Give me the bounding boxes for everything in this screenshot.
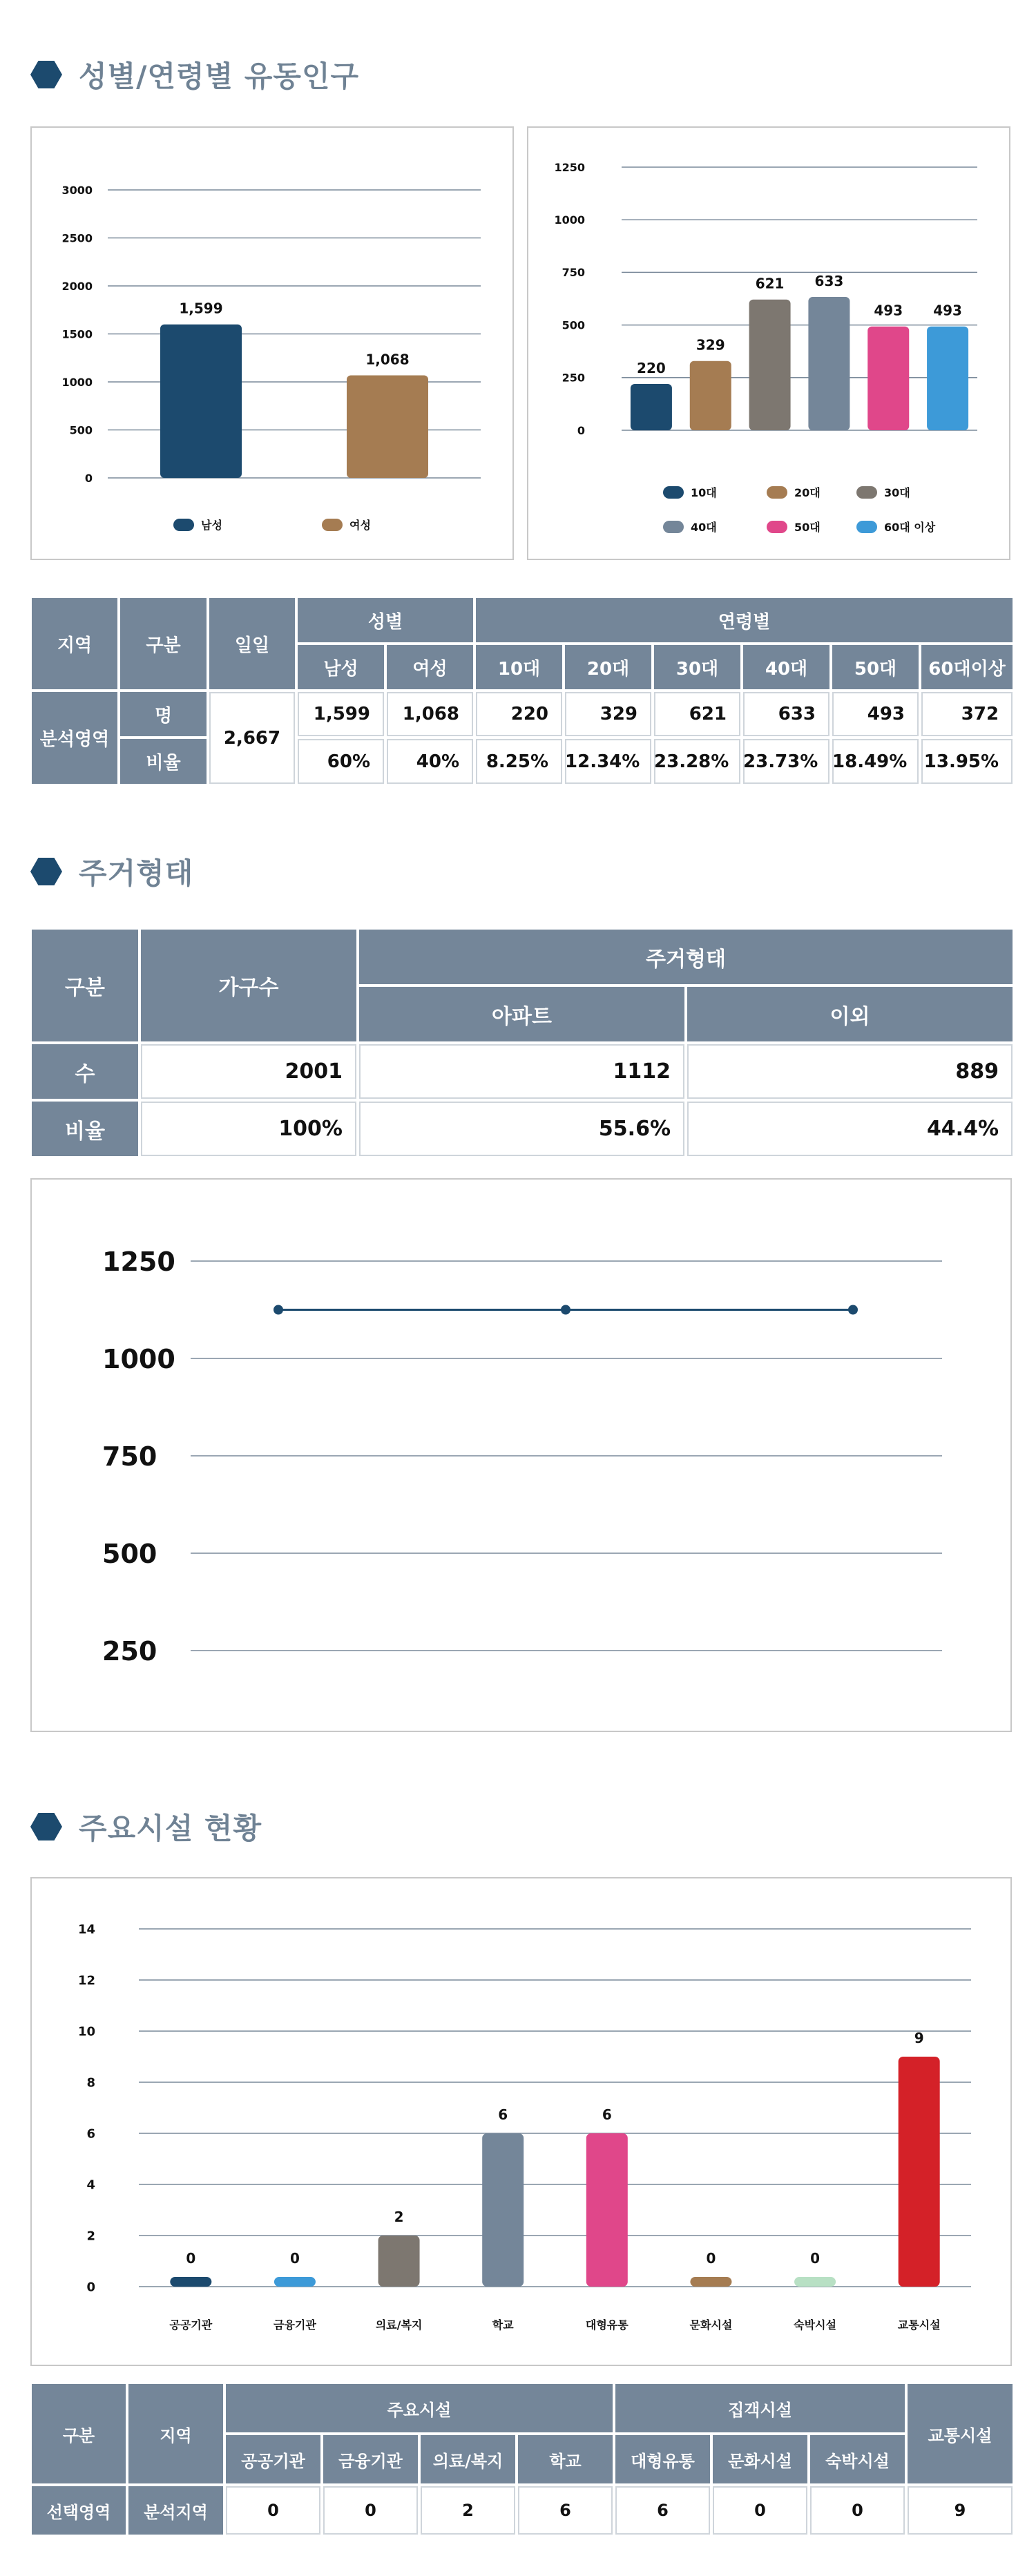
header-age: 연령별: [474, 597, 1014, 644]
cell-ratio-30s: 23.28%: [653, 738, 742, 785]
legend-label: 60대 이상: [884, 521, 936, 534]
subheader-culture: 문화시설: [711, 2434, 809, 2485]
bar: [586, 2133, 628, 2287]
legend-label: 40대: [691, 521, 717, 534]
cell-households-count: 2001: [140, 1043, 358, 1100]
y-tick-label: 2: [86, 2229, 95, 2244]
subheader-20s: 20대: [564, 644, 653, 691]
cell-count-male: 1,599: [296, 691, 385, 738]
bar: [378, 2236, 420, 2287]
housing-table: [29, 927, 1015, 1159]
y-tick-label: 250: [562, 371, 585, 385]
bar: [274, 2277, 316, 2287]
y-tick-label: 500: [69, 423, 93, 437]
cell-count-30s: 621: [653, 691, 742, 738]
y-tick-label: 14: [77, 1922, 95, 1937]
subheader-lodging: 숙박시설: [809, 2434, 906, 2485]
legend-swatch: [856, 486, 877, 499]
cell-count-female: 1,068: [385, 691, 474, 738]
header-total: 일일: [208, 597, 296, 691]
section-title-text: 성별/연령별 유동인구: [79, 59, 360, 93]
facilities-bar-chart: [32, 1878, 1013, 2367]
facilities-table: [29, 2381, 1015, 2537]
data-label: 6: [602, 2106, 612, 2123]
y-tick-label: 0: [86, 2280, 95, 2295]
population-table: [29, 595, 1015, 787]
header-households: 가구수: [140, 928, 358, 1043]
cell-public: 0: [224, 2485, 322, 2536]
subheader-60plus: 60대이상: [920, 644, 1014, 691]
x-tick-label: 대형유통: [585, 2318, 629, 2332]
legend-swatch: [173, 519, 194, 531]
y-tick-label: 1500: [61, 327, 93, 341]
legend-label: 10대: [691, 486, 717, 499]
data-label: 2: [394, 2209, 404, 2225]
section-title-population: [30, 54, 359, 95]
legend-label: 30대: [884, 486, 910, 499]
row-label-count: 수: [30, 1043, 140, 1100]
cell-count-40s: 633: [742, 691, 831, 738]
data-label: 633: [814, 273, 844, 290]
data-label: 0: [289, 2250, 300, 2267]
cell-ratio-40s: 23.73%: [742, 738, 831, 785]
bar: [347, 376, 428, 478]
header-main-facilities: 주요시설: [224, 2383, 614, 2434]
cell-apartment-count: 1112: [358, 1043, 686, 1100]
header-region: 지역: [127, 2383, 224, 2485]
legend-swatch: [856, 521, 877, 533]
housing-chart-panel: [30, 1178, 1012, 1732]
cell-other-count: 889: [686, 1043, 1014, 1100]
y-tick-label: 500: [562, 318, 585, 332]
data-label: 621: [755, 275, 785, 292]
housing-line-chart: [32, 1180, 1013, 1733]
section-title-housing: [30, 851, 193, 892]
legend-swatch: [663, 486, 684, 499]
x-tick-label: 금융기관: [274, 2318, 316, 2332]
data-label: 6: [498, 2106, 508, 2123]
header-type: 구분: [30, 2383, 127, 2485]
legend-swatch: [663, 521, 684, 533]
legend-label: 남성: [201, 519, 222, 532]
hexagon-icon: [30, 61, 62, 88]
data-point: [848, 1305, 858, 1315]
cell-retail: 6: [614, 2485, 711, 2536]
cell-finance: 0: [322, 2485, 419, 2536]
facilities-chart-panel: [30, 1877, 1012, 2366]
subheader-finance: 금융기관: [322, 2434, 419, 2485]
cell-ratio-10s: 8.25%: [474, 738, 564, 785]
cell-households-ratio: 100%: [140, 1100, 358, 1157]
legend-swatch: [767, 521, 787, 533]
legend-swatch: [322, 519, 343, 531]
subheader-school: 학교: [517, 2434, 614, 2485]
y-tick-label: 0: [577, 423, 585, 437]
subheader-medical: 의료/복지: [419, 2434, 517, 2485]
cell-count-60plus: 372: [920, 691, 1014, 738]
data-label: 1,599: [179, 300, 223, 317]
cell-ratio-50s: 18.49%: [831, 738, 920, 785]
cell-school: 6: [517, 2485, 614, 2536]
cell-ratio-60plus: 13.95%: [920, 738, 1014, 785]
y-tick-label: 750: [102, 1441, 157, 1472]
legend-label: 50대: [794, 521, 821, 534]
cell-ratio-male: 60%: [296, 738, 385, 785]
cell-transport: 9: [906, 2485, 1014, 2536]
header-gathering-facilities: 집객시설: [614, 2383, 906, 2434]
y-tick-label: 6: [86, 2126, 95, 2142]
hexagon-icon: [30, 858, 62, 885]
row-label-ratio: 비율: [119, 738, 208, 785]
cell-ratio-20s: 12.34%: [564, 738, 653, 785]
y-tick-label: 10: [77, 2024, 95, 2039]
header-transport: 교통시설: [906, 2383, 1014, 2485]
cell-apartment-ratio: 55.6%: [358, 1100, 686, 1157]
y-tick-label: 1000: [554, 213, 585, 227]
y-tick-label: 2000: [61, 279, 93, 293]
y-tick-label: 12: [77, 1973, 95, 1988]
x-tick-label: 교통시설: [897, 2318, 941, 2332]
subheader-50s: 50대: [831, 644, 920, 691]
data-label: 1,068: [365, 351, 410, 368]
age-chart-panel: [527, 126, 1010, 560]
cell-medical: 2: [419, 2485, 517, 2536]
row-region: 분석영역: [30, 691, 119, 785]
cell-ratio-female: 40%: [385, 738, 474, 785]
x-tick-label: 학교: [492, 2318, 514, 2332]
x-tick-label: 문화시설: [689, 2318, 733, 2332]
gender-bar-chart: [32, 128, 515, 561]
cell-count-10s: 220: [474, 691, 564, 738]
cell-culture: 0: [711, 2485, 809, 2536]
header-region: 지역: [30, 597, 119, 691]
data-label: 0: [706, 2250, 716, 2267]
row-label-count: 명: [119, 691, 208, 738]
bar: [690, 361, 731, 430]
subheader-apartment: 아파트: [358, 986, 686, 1043]
header-type: 구분: [119, 597, 208, 691]
subheader-public: 공공기관: [224, 2434, 322, 2485]
data-label: 493: [933, 302, 962, 319]
y-tick-label: 2500: [61, 231, 93, 245]
row-type: 선택영역: [30, 2485, 127, 2536]
data-label: 329: [696, 336, 725, 354]
data-label: 493: [874, 302, 903, 319]
subheader-retail: 대형유통: [614, 2434, 711, 2485]
x-tick-label: 공공기관: [169, 2318, 213, 2332]
section-title-text: 주거형태: [79, 856, 194, 890]
y-tick-label: 1250: [102, 1247, 175, 1277]
y-tick-label: 1000: [61, 375, 93, 389]
gender-chart-panel: [30, 126, 514, 560]
data-label: 220: [637, 359, 666, 376]
subheader-10s: 10대: [474, 644, 564, 691]
y-tick-label: 0: [84, 471, 93, 485]
x-tick-label: 숙박시설: [794, 2318, 836, 2332]
bar: [170, 2277, 211, 2287]
y-tick-label: 500: [102, 1539, 157, 1569]
legend-label: 여성: [349, 519, 371, 532]
bar: [808, 297, 850, 430]
data-point: [561, 1305, 570, 1315]
data-label: 9: [914, 2030, 924, 2046]
y-tick-label: 1000: [102, 1344, 175, 1374]
cell-count-20s: 329: [564, 691, 653, 738]
header-gender: 성별: [296, 597, 474, 644]
bar: [631, 384, 672, 430]
hexagon-icon: [30, 1813, 62, 1840]
subheader-40s: 40대: [742, 644, 831, 691]
subheader-male: 남성: [296, 644, 385, 691]
data-point: [274, 1305, 283, 1315]
age-bar-chart: [528, 128, 1012, 561]
y-tick-label: 1250: [554, 160, 585, 174]
subheader-30s: 30대: [653, 644, 742, 691]
bar: [867, 327, 909, 430]
data-label: 0: [186, 2250, 196, 2267]
legend-label: 20대: [794, 486, 821, 499]
y-tick-label: 750: [562, 266, 585, 280]
row-label-ratio: 비율: [30, 1100, 140, 1157]
bar: [749, 300, 791, 430]
subheader-female: 여성: [385, 644, 474, 691]
header-housing-type: 주거형태: [358, 928, 1014, 986]
legend-swatch: [767, 486, 787, 499]
cell-lodging: 0: [809, 2485, 906, 2536]
bar: [482, 2133, 524, 2287]
data-label: 0: [810, 2250, 821, 2267]
bar: [899, 2057, 940, 2287]
bar: [160, 325, 242, 478]
section-title-text: 주요시설 현황: [79, 1811, 262, 1845]
header-type: 구분: [30, 928, 140, 1043]
x-tick-label: 의료/복지: [375, 2318, 423, 2332]
y-tick-label: 4: [86, 2178, 95, 2193]
bar: [794, 2277, 836, 2287]
bar: [927, 327, 968, 430]
cell-count-50s: 493: [831, 691, 920, 738]
y-tick-label: 8: [86, 2075, 95, 2090]
row-region: 분석지역: [127, 2485, 224, 2536]
cell-other-ratio: 44.4%: [686, 1100, 1014, 1157]
y-tick-label: 250: [102, 1636, 157, 1666]
subheader-other: 이외: [686, 986, 1014, 1043]
cell-total: 2,667: [208, 691, 296, 785]
section-title-facilities: [30, 1806, 262, 1847]
bar: [690, 2277, 731, 2287]
y-tick-label: 3000: [61, 183, 93, 197]
